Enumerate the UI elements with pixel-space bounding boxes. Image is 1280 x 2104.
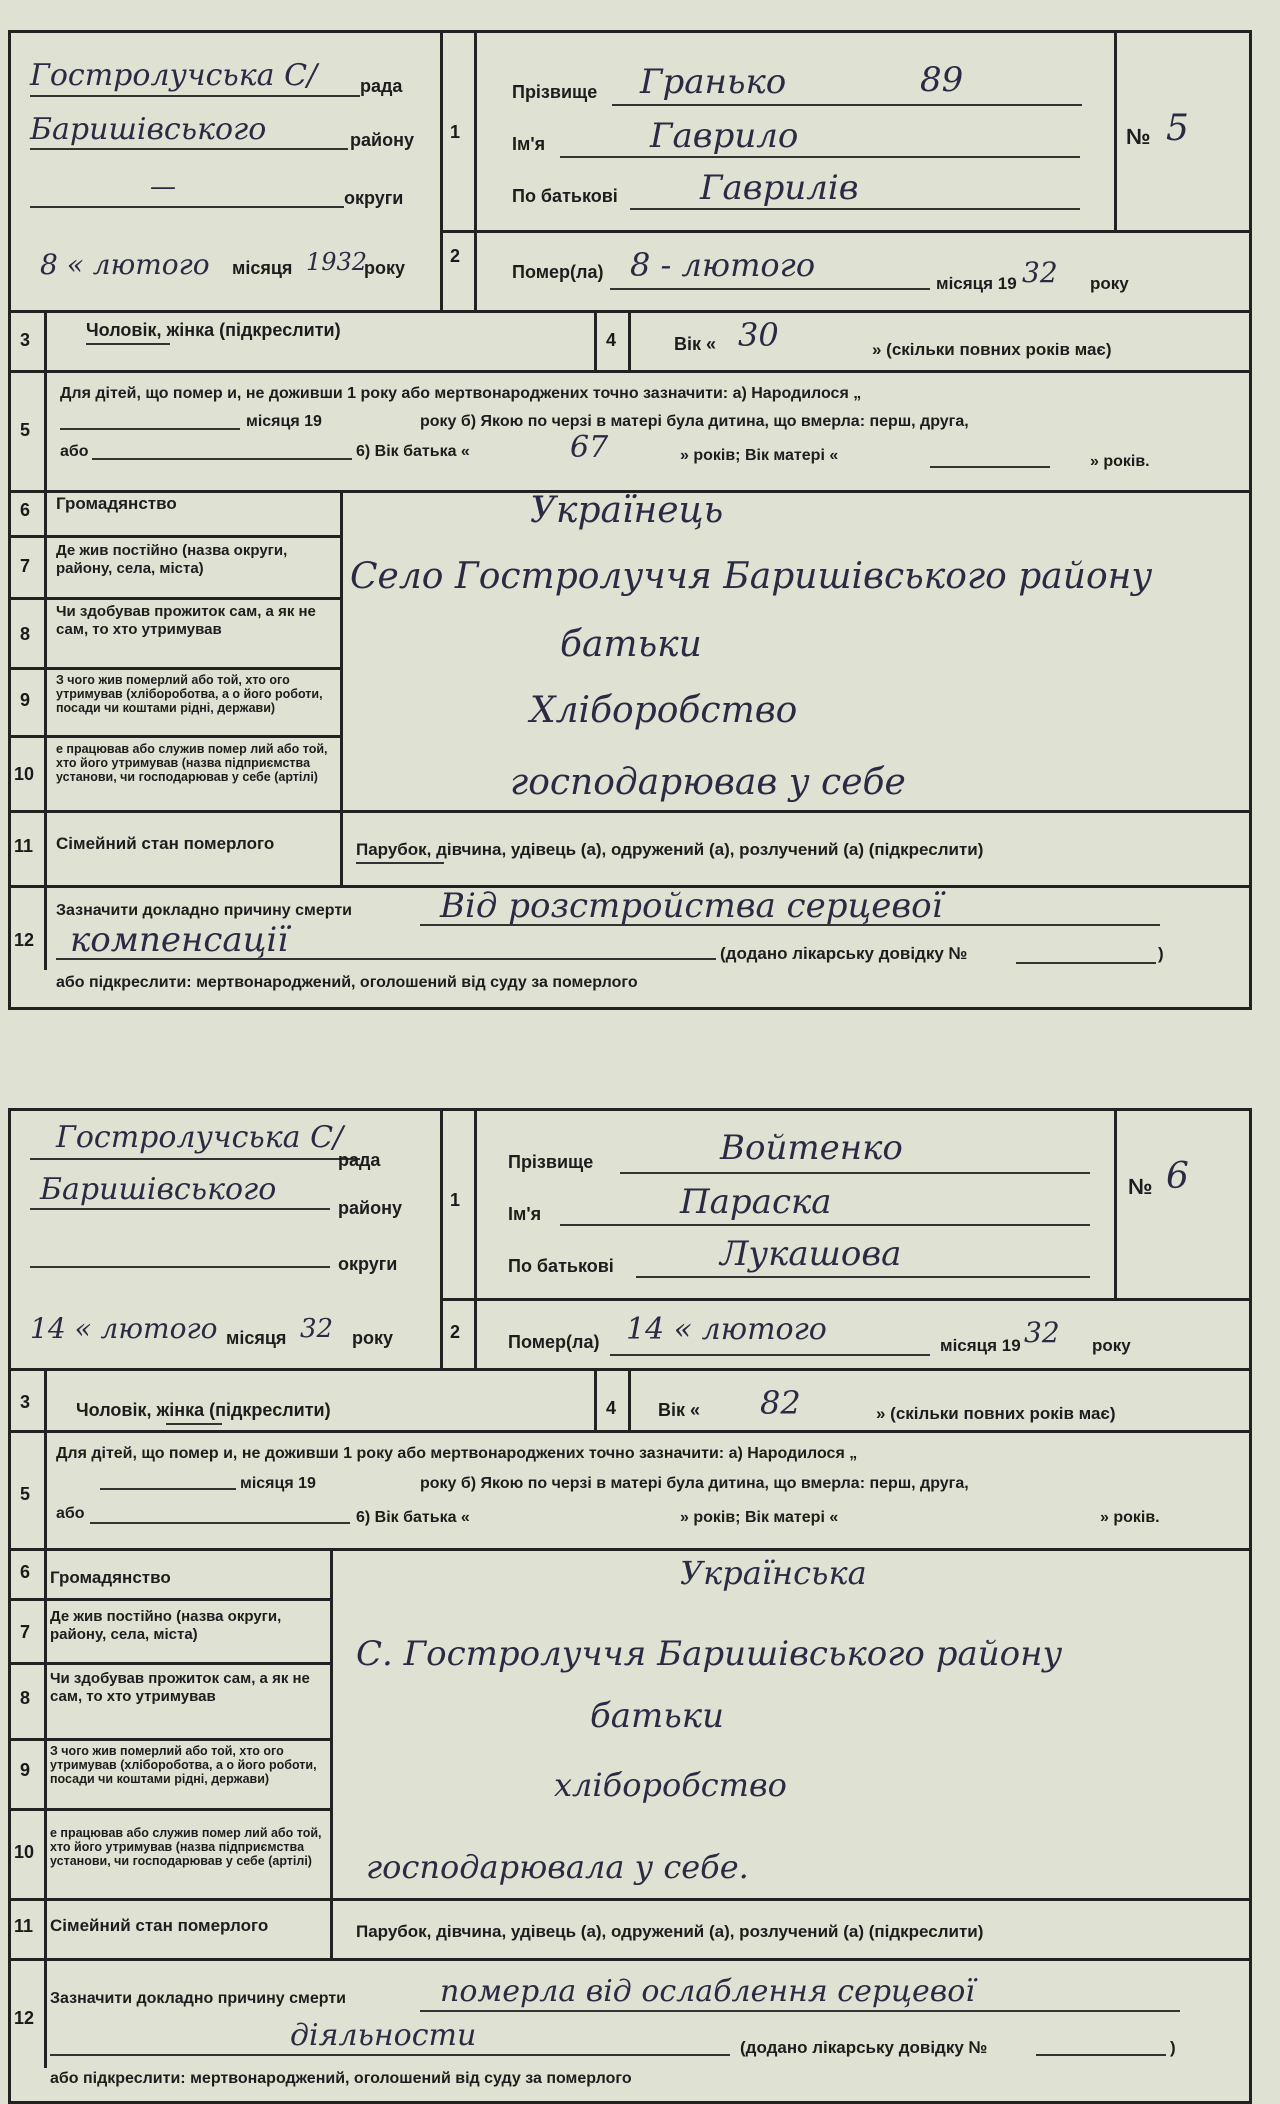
underline: [90, 1522, 350, 1524]
divider: [628, 310, 631, 370]
name-value: Гаврило: [650, 116, 799, 156]
rada-value: Гостролучська С/: [56, 1120, 344, 1155]
surname-extra: 89: [920, 60, 964, 100]
row-number-10: 10: [14, 764, 35, 784]
occupation-value: Хліборобство: [530, 690, 798, 731]
underline: [560, 156, 1080, 158]
children-line2: місяця 19: [246, 413, 322, 430]
record-number: 5: [1166, 108, 1189, 149]
divider: [8, 1598, 330, 1601]
underline: [30, 148, 348, 150]
sex-underline-female: [166, 1423, 222, 1425]
citizenship-value: Українська: [680, 1554, 867, 1592]
workplace-label: е працював або служив помер лий або той, хто його утримував (назва підприємства установи, чи господарював у себе (артілі): [56, 742, 328, 784]
death-date: 8 - лютого: [630, 246, 816, 284]
children-line1: Для дітей, що помер и, не доживши 1 року або мертвонароджених точно зазначити: а) Народилося „: [60, 385, 862, 402]
residence-label: Де жив постійно (назва округи, району, села, міста): [50, 1608, 282, 1643]
age-suffix: » (скільки повних років має): [872, 340, 1112, 359]
surname-value: Гранько: [640, 62, 787, 102]
rayon-label: району: [338, 1198, 402, 1218]
rayon-value: Баришівського: [40, 1172, 277, 1207]
rayon-label: району: [350, 130, 414, 150]
father-age-label: 6) Вік батька «: [356, 1509, 470, 1526]
children-line2b: року б) Якою по черзі в матері була дитина, що вмерла: перш, друга,: [420, 1475, 969, 1492]
death-label: Помер(ла): [508, 1332, 600, 1352]
patronymic-value: Гаврилів: [700, 168, 859, 208]
row-number-1: 1: [450, 1190, 461, 1210]
underline: [100, 1488, 236, 1490]
divider: [440, 230, 1252, 233]
okruga-label: округи: [344, 188, 404, 208]
sex-label: Чоловік, жінка (підкреслити): [86, 320, 341, 340]
age-label: Вік «: [658, 1400, 701, 1420]
certificate-close: ): [1170, 2038, 1176, 2057]
divider: [8, 1958, 1252, 1961]
cause-label: Зазначити докладно причину смерти: [50, 1990, 346, 2007]
residence-value: С. Гостролуччя Баришівського району: [356, 1634, 1063, 1674]
death-label: Помер(ла): [512, 262, 604, 282]
divider: [474, 1108, 477, 1368]
underline: [1016, 962, 1156, 964]
row-number-9: 9: [20, 690, 31, 710]
death-date: 14 « лютого: [626, 1312, 827, 1347]
registration-year: 32: [300, 1314, 334, 1344]
underline: [30, 1266, 330, 1268]
row-number-2: 2: [450, 1322, 461, 1342]
surname-value: Войтенко: [720, 1128, 903, 1168]
marital-underline: [356, 862, 444, 864]
underline: [930, 466, 1050, 468]
marital-label: Сімейний стан померлого: [50, 1916, 269, 1935]
misyatsya-label: місяця: [226, 1328, 287, 1348]
surname-label: Прізвище: [512, 82, 598, 102]
underline: [630, 208, 1080, 210]
row-number-4: 4: [606, 1398, 617, 1418]
row-number-6: 6: [20, 500, 31, 520]
rada-value: Гостролучська С/: [30, 58, 318, 93]
misyatsya-19-label: місяця 19: [940, 1336, 1021, 1355]
supported-by-value: батьки: [560, 624, 702, 665]
row-number-12: 12: [14, 2008, 35, 2028]
underline: [560, 1224, 1090, 1226]
divider: [440, 1108, 443, 1368]
age-value: 30: [738, 316, 779, 354]
row-number-1: 1: [450, 122, 461, 142]
okruga-value: —: [150, 172, 176, 202]
rada-label: рада: [360, 76, 403, 96]
divider: [1114, 30, 1117, 230]
supported-by-value: батьки: [590, 1696, 724, 1736]
age-suffix: » (скільки повних років має): [876, 1404, 1116, 1423]
divider: [474, 30, 477, 310]
row-number-10: 10: [14, 1842, 35, 1862]
divider: [8, 1898, 1252, 1901]
number-label: №: [1128, 1174, 1153, 1199]
occupation-value: хліборобство: [554, 1766, 787, 1804]
row-number-8: 8: [20, 624, 31, 644]
misyatsya-label: місяця: [232, 258, 293, 278]
divider: [8, 810, 1252, 813]
father-age-label: 6) Вік батька «: [356, 443, 470, 460]
underline: [610, 1354, 930, 1356]
underline: [612, 104, 1082, 106]
residence-value: Село Гостролуччя Баришівського району: [350, 556, 1153, 597]
roku-label: року: [364, 258, 406, 278]
divider: [8, 1808, 330, 1811]
row-number-12: 12: [14, 930, 35, 950]
patronymic-label: По батькові: [508, 1256, 614, 1276]
citizenship-value: Українець: [530, 490, 724, 531]
divider: [8, 667, 340, 670]
father-age-value: 67: [570, 430, 609, 465]
marital-label: Сімейний стан померлого: [56, 834, 275, 853]
age-label: Вік «: [674, 334, 717, 354]
underline: [620, 1172, 1090, 1174]
registration-date: 14 « лютого: [30, 1312, 218, 1345]
divider: [440, 1298, 1252, 1301]
certificate-close: ): [1158, 944, 1164, 963]
name-label: Ім'я: [508, 1204, 542, 1224]
row-number-9: 9: [20, 1760, 31, 1780]
citizenship-label: Громадянство: [56, 494, 177, 513]
occupation-label: З чого жив померлий або той, хто ого утримував (хлібороботва, а о його роботи, посади чи коштами рідні, держави): [56, 673, 323, 715]
death-year: 32: [1022, 256, 1058, 289]
underline: [30, 1158, 360, 1160]
row-number-7: 7: [20, 556, 31, 576]
marital-options: Парубок, дівчина, удівець (а), одружений (а), розлучений (а) (підкреслити): [356, 1922, 984, 1941]
record-1: [0, 0, 1280, 1010]
cause-line2: діяльности: [290, 2018, 477, 2053]
stillborn-note: або підкреслити: мертвонароджений, оголошений від суду за померлого: [50, 2070, 632, 2087]
underline: [610, 288, 930, 290]
underline: [1036, 2054, 1166, 2056]
divider: [330, 1548, 333, 1958]
underline: [30, 95, 360, 97]
surname-label: Прізвище: [508, 1152, 594, 1172]
children-line3: або: [60, 443, 89, 460]
okruga-label: округи: [338, 1254, 398, 1274]
death-year: 32: [1024, 1316, 1060, 1349]
sex-underline-male: [86, 343, 170, 345]
divider: [8, 1548, 1252, 1551]
support-label: Чи здобував прожиток сам, а як не сам, то хто утримував: [56, 603, 316, 638]
certificate-label: (додано лікарську довідку №: [720, 944, 968, 963]
divider: [8, 1430, 1252, 1433]
divider: [8, 1662, 330, 1665]
registration-year: 1932: [306, 248, 368, 276]
row-number-2: 2: [450, 246, 461, 266]
row-number-11: 11: [14, 1916, 34, 1936]
mother-age-suffix: » років.: [1100, 1509, 1160, 1526]
name-label: Ім'я: [512, 134, 546, 154]
divider: [44, 310, 47, 970]
children-line3: або: [56, 1505, 85, 1522]
row-number-5: 5: [20, 1484, 31, 1504]
sex-label: Чоловік, жінка (підкреслити): [76, 1400, 331, 1420]
underline: [30, 206, 344, 208]
children-line1: Для дітей, що помер и, не доживши 1 року або мертвонароджених точно зазначити: а) Народилося „: [56, 1445, 858, 1462]
occupation-label: З чого жив померлий або той, хто ого утримував (хлібороботва, а о його роботи, посади чи коштами рідні, держави): [50, 1744, 317, 1786]
mother-age-label: » років; Вік матері «: [680, 447, 839, 464]
divider: [8, 597, 340, 600]
marital-options: Парубок, дівчина, удівець (а), одружений (а), розлучений (а) (підкреслити): [356, 840, 984, 859]
residence-label: Де жив постійно (назва округи, району, села, міста): [56, 542, 288, 577]
divider: [594, 1368, 597, 1430]
name-value: Параска: [680, 1182, 832, 1222]
registration-date: 8 « лютого: [40, 248, 210, 281]
row-number-6: 6: [20, 1562, 31, 1582]
divider: [1114, 1108, 1117, 1298]
divider: [628, 1368, 631, 1430]
divider: [440, 30, 443, 310]
rada-label: рада: [338, 1150, 381, 1170]
roku-label: року: [1090, 274, 1129, 293]
citizenship-label: Громадянство: [50, 1568, 171, 1587]
record-2: [0, 1108, 1280, 2104]
misyatsya-19-label: місяця 19: [936, 274, 1017, 293]
divider: [8, 370, 1252, 373]
row-number-3: 3: [20, 1392, 31, 1412]
cause-label: Зазначити докладно причину смерти: [56, 902, 352, 919]
record-frame: [8, 1108, 1252, 2104]
rayon-value: Баришівського: [30, 112, 267, 147]
cause-line1: померла від ослаблення серцевої: [440, 1974, 975, 2009]
divider: [8, 1738, 330, 1741]
children-line2b: року б) Якою по черзі в матері була дитина, що вмерла: перш, друга,: [420, 413, 969, 430]
patronymic-label: По батькові: [512, 186, 618, 206]
underline: [636, 1276, 1090, 1278]
divider: [340, 490, 343, 885]
roku-label: року: [1092, 1336, 1131, 1355]
certificate-label: (додано лікарську довідку №: [740, 2038, 988, 2057]
workplace-value: господарювала у себе.: [366, 1848, 749, 1886]
underline: [30, 1208, 330, 1210]
underline: [92, 458, 352, 460]
cause-line1: Від розстройства серцевої: [440, 886, 943, 926]
underline: [60, 428, 240, 430]
underline: [420, 924, 1160, 926]
row-number-7: 7: [20, 1622, 31, 1642]
number-label: №: [1126, 124, 1151, 149]
row-number-5: 5: [20, 420, 31, 440]
support-label: Чи здобував прожиток сам, а як не сам, то хто утримував: [50, 1670, 310, 1705]
divider: [44, 1368, 47, 2068]
patronymic-value: Лукашова: [720, 1234, 902, 1274]
divider: [8, 535, 340, 538]
workplace-label: е працював або служив помер лий або той, хто його утримував (назва підприємства установи, чи господарював у себе (артілі): [50, 1826, 322, 1868]
mother-age-label: » років; Вік матері «: [680, 1509, 839, 1526]
underline: [420, 2010, 1180, 2012]
row-number-8: 8: [20, 1688, 31, 1708]
cause-line2: компенсації: [70, 920, 289, 960]
underline: [56, 958, 716, 960]
children-line2: місяця 19: [240, 1475, 316, 1492]
divider: [8, 735, 340, 738]
record-number: 6: [1166, 1156, 1189, 1197]
mother-age-suffix: » років.: [1090, 453, 1150, 470]
age-value: 82: [760, 1384, 801, 1422]
row-number-11: 11: [14, 836, 34, 856]
row-number-3: 3: [20, 330, 31, 350]
underline: [50, 2054, 730, 2056]
row-number-4: 4: [606, 330, 617, 350]
stillborn-note: або підкреслити: мертвонароджений, оголошений від суду за померлого: [56, 974, 638, 991]
roku-label: року: [352, 1328, 394, 1348]
workplace-value: господарював у себе: [510, 762, 906, 803]
divider: [594, 310, 597, 370]
